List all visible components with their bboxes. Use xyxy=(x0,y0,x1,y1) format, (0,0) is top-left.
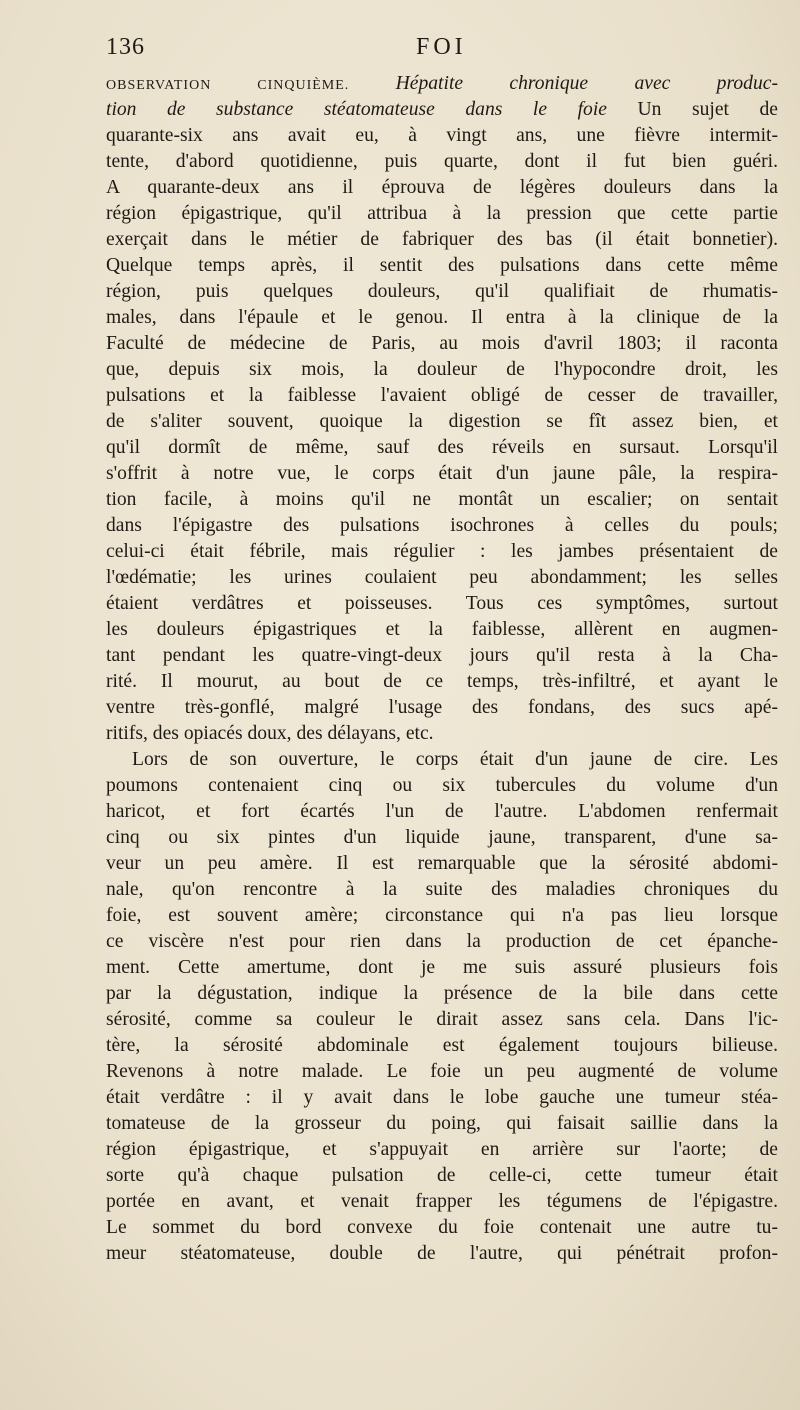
text-run: quarante-six ans avait eu, à vingt ans, une fièvre intermit- xyxy=(106,125,778,146)
text-run: celui-ci était fébrile, mais régulier : les jambes présentaient de xyxy=(106,541,778,562)
text-run: Le sommet du bord convexe du foie contenait une autre tu- xyxy=(106,1217,778,1238)
text-line xyxy=(106,1033,778,1059)
text-line xyxy=(106,877,778,903)
text-line xyxy=(106,357,778,383)
text-line xyxy=(106,1241,778,1267)
text-run: région épigastrique, et s'appuyait en arrière sur l'aorte; de xyxy=(106,1139,778,1160)
text-line xyxy=(106,1163,778,1189)
observation-title: Hépatite chronique avec produc- xyxy=(349,73,778,94)
text-line xyxy=(106,825,778,851)
text-line xyxy=(106,669,778,695)
text-run: ce viscère n'est pour rien dans la production de cet épanche- xyxy=(106,931,778,952)
text-run: région, puis quelques douleurs, qu'il qualifiait de rhumatis- xyxy=(106,281,778,302)
text-run: tente, d'abord quotidienne, puis quarte, dont il fut bien guéri. xyxy=(106,151,778,172)
text-run: était verdâtre : il y avait dans le lobe gauche une tumeur stéa- xyxy=(106,1087,778,1108)
text-run: males, dans l'épaule et le genou. Il entra à la clinique de la xyxy=(106,307,778,328)
text-line xyxy=(106,513,778,539)
text-line xyxy=(106,461,778,487)
text-run: tère, la sérosité abdominale est également toujours bilieuse. xyxy=(106,1035,778,1056)
text-line xyxy=(106,851,778,877)
text-run: qu'il dormît de même, sauf des réveils en sursaut. Lorsqu'il xyxy=(106,437,778,458)
text-line xyxy=(106,591,778,617)
text-run: dans l'épigastre des pulsations isochrones à celles du pouls; xyxy=(106,515,778,536)
running-head: FOI xyxy=(416,34,467,60)
text-run: ventre très-gonflé, malgré l'usage des fondans, des sucs apé- xyxy=(106,697,778,718)
text-line xyxy=(106,409,778,435)
text-run: A quarante-deux ans il éprouva de légères douleurs dans la xyxy=(106,177,778,198)
observation-title: tion de substance stéatomateuse dans le foie xyxy=(106,99,607,120)
text-line xyxy=(106,279,778,305)
text-run: tant pendant les quatre-vingt-deux jours qu'il resta à la Cha- xyxy=(106,645,778,666)
text-run: Faculté de médecine de Paris, au mois d'avril 1803; il raconta xyxy=(106,333,778,354)
text-run: Lors de son ouverture, le corps était d'un jaune de cire. Les xyxy=(132,749,778,770)
text-line xyxy=(106,565,778,591)
text-run: sorte qu'à chaque pulsation de celle-ci, cette tumeur était xyxy=(106,1165,778,1186)
text-line xyxy=(106,695,778,721)
text-line xyxy=(106,1085,778,1111)
text-line xyxy=(106,1007,778,1033)
page-header xyxy=(106,34,776,66)
text-run: l'œdématie; les urines coulaient peu abondamment; les selles xyxy=(106,567,778,588)
text-line xyxy=(106,435,778,461)
text-run: pulsations et la faiblesse l'avaient obligé de cesser de travailler, xyxy=(106,385,778,406)
text-run: nale, qu'on rencontre à la suite des maladies chroniques du xyxy=(106,879,778,900)
text-run: de s'aliter souvent, quoique la digestion se fît assez bien, et xyxy=(106,411,778,432)
text-run: cinq ou six pintes d'un liquide jaune, transparent, d'une sa- xyxy=(106,827,778,848)
text-run: étaient verdâtres et poisseuses. Tous ces symptômes, surtout xyxy=(106,593,778,614)
text-line xyxy=(106,643,778,669)
text-run: les douleurs épigastriques et la faiblesse, allèrent en augmen- xyxy=(106,619,778,640)
text-run: ment. Cette amertume, dont je me suis assuré plusieurs fois xyxy=(106,957,778,978)
text-line xyxy=(106,1137,778,1163)
text-run: portée en avant, et venait frapper les tégumens de l'épigastre. xyxy=(106,1191,778,1212)
text-line xyxy=(106,1215,778,1241)
text-line xyxy=(106,747,778,773)
text-line xyxy=(106,773,778,799)
text-run: s'offrit à notre vue, le corps était d'un jaune pâle, la respira- xyxy=(106,463,778,484)
text-run: Quelque temps après, il sentit des pulsations dans cette même xyxy=(106,255,778,276)
text-run: Un sujet de xyxy=(606,99,778,120)
text-line xyxy=(106,1059,778,1085)
text-line xyxy=(106,539,778,565)
body-text xyxy=(106,71,778,1267)
text-line xyxy=(106,201,778,227)
text-line xyxy=(106,721,778,747)
text-run: exerçait dans le métier de fabriquer des bas (il était bonnetier). xyxy=(106,229,778,250)
text-run: ritifs, des opiacés doux, des délayans, etc. xyxy=(106,723,434,744)
text-run: sérosité, comme sa couleur le dirait assez sans cela. Dans l'ic- xyxy=(106,1009,778,1030)
text-run: rité. Il mourut, au bout de ce temps, très-infiltré, et ayant le xyxy=(106,671,778,692)
text-line xyxy=(106,331,778,357)
text-run: tion facile, à moins qu'il ne montât un escalier; on sentait xyxy=(106,489,778,510)
text-line xyxy=(106,71,778,97)
text-run: région épigastrique, qu'il attribua à la pression que cette partie xyxy=(106,203,778,224)
text-line xyxy=(106,903,778,929)
text-line xyxy=(106,97,778,123)
text-line xyxy=(106,929,778,955)
text-run: meur stéatomateuse, double de l'autre, qui pénétrait profon- xyxy=(106,1243,778,1264)
text-line xyxy=(106,175,778,201)
text-line xyxy=(106,383,778,409)
text-line xyxy=(106,487,778,513)
text-run: haricot, et fort écartés l'un de l'autre. L'abdomen renfermait xyxy=(106,801,778,822)
text-run: Revenons à notre malade. Le foie un peu augmenté de volume xyxy=(106,1061,778,1082)
text-line xyxy=(106,799,778,825)
text-line xyxy=(106,955,778,981)
text-run: que, depuis six mois, la douleur de l'hypocondre droit, les xyxy=(106,359,778,380)
text-line xyxy=(106,305,778,331)
observation-heading: OBSERVATION CINQUIÈME. xyxy=(106,78,350,93)
text-line xyxy=(106,149,778,175)
text-run: veur un peu amère. Il est remarquable que la sérosité abdomi- xyxy=(106,853,778,874)
text-run: foie, est souvent amère; circonstance qui n'a pas lieu lorsque xyxy=(106,905,778,926)
text-line xyxy=(106,123,778,149)
page-number: 136 xyxy=(106,34,145,60)
text-line xyxy=(106,617,778,643)
text-line xyxy=(106,981,778,1007)
text-run: par la dégustation, indique la présence de la bile dans cette xyxy=(106,983,778,1004)
text-line xyxy=(106,1189,778,1215)
text-run: tomateuse de la grosseur du poing, qui faisait saillie dans la xyxy=(106,1113,778,1134)
text-line xyxy=(106,227,778,253)
text-run: poumons contenaient cinq ou six tubercules du volume d'un xyxy=(106,775,778,796)
text-line xyxy=(106,1111,778,1137)
text-line xyxy=(106,253,778,279)
